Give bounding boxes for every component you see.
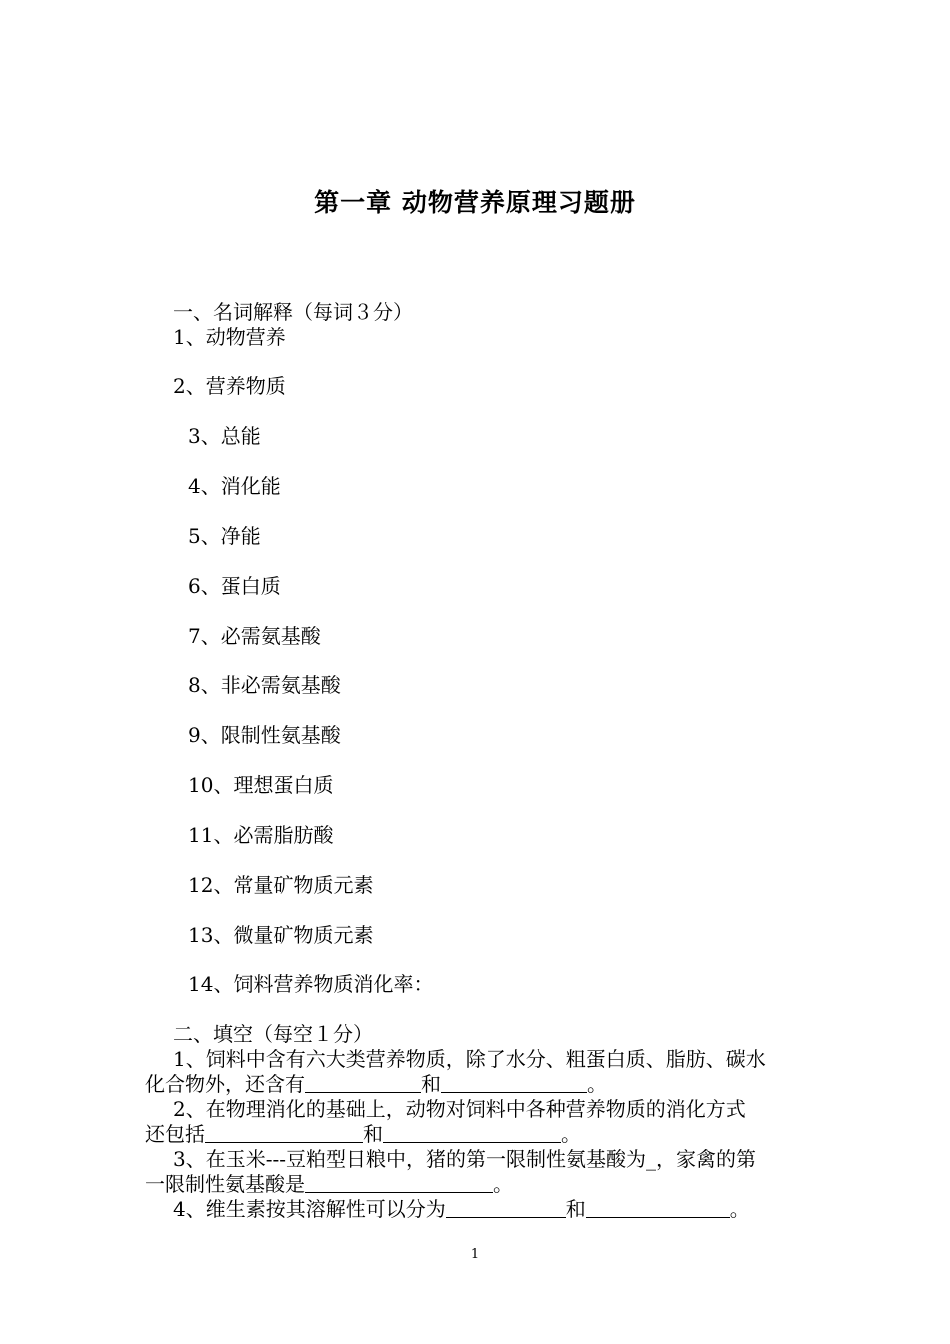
fill-q4-end: 。 [729, 1197, 750, 1221]
term-item-3: 3、总能 [188, 424, 261, 448]
term-item-12: 12、常量矿物质元素 [188, 873, 374, 897]
fill-q2-text: 还包括 [145, 1122, 205, 1146]
fill-q1-and: 和 [421, 1072, 441, 1096]
fill-q4-and: 和 [565, 1197, 586, 1221]
term-item-8: 8、非必需氨基酸 [188, 673, 341, 697]
fill-q3-blank-1[interactable] [305, 1174, 493, 1193]
term-item-11: 11、必需脂肪酸 [188, 823, 334, 847]
fill-q1-line1: 1、饲料中含有六大类营养物质，除了水分、粗蛋白质、脂肪、碳水 [173, 1047, 766, 1071]
fill-q1-end: 。 [587, 1072, 607, 1096]
fill-q1-text: 化合物外，还含有 [145, 1072, 305, 1096]
fill-q3-text: 一限制性氨基酸是 [145, 1172, 305, 1196]
term-item-10: 10、理想蛋白质 [188, 773, 334, 797]
fill-q2-blank-1[interactable] [205, 1124, 363, 1143]
term-item-1: 1、动物营养 [173, 325, 286, 349]
section1-heading: 一、名词解释（每词３分） [173, 300, 413, 324]
term-item-7: 7、必需氨基酸 [188, 624, 321, 648]
page-title: 第一章 动物营养原理习题册 [314, 188, 636, 217]
fill-q2-and: 和 [363, 1122, 383, 1146]
fill-q3-line2 [145, 1172, 513, 1196]
term-item-5: 5、净能 [188, 524, 261, 548]
fill-q2-line1: 2、在物理消化的基础上，动物对饲料中各种营养物质的消化方式 [173, 1097, 746, 1121]
term-item-13: 13、微量矿物质元素 [188, 923, 374, 947]
fill-q4-text: 4、维生素按其溶解性可以分为 [173, 1197, 446, 1221]
fill-q3-end: 。 [493, 1172, 513, 1196]
fill-q2-end: 。 [561, 1122, 581, 1146]
term-item-2: 2、营养物质 [173, 374, 286, 398]
term-item-6: 6、蛋白质 [188, 574, 281, 598]
fill-q3-line1: 3、在玉米---豆粕型日粮中，猪的第一限制性氨基酸为_，家禽的第 [173, 1147, 756, 1171]
fill-q2-blank-2[interactable] [383, 1124, 561, 1143]
page-number: 1 [470, 1247, 480, 1262]
term-item-4: 4、消化能 [188, 474, 281, 498]
fill-q1-blank-1[interactable] [305, 1074, 421, 1093]
fill-q4-line [173, 1197, 750, 1221]
term-item-9: 9、限制性氨基酸 [188, 723, 341, 747]
fill-q1-blank-2[interactable] [441, 1074, 587, 1093]
fill-q2-line2 [145, 1122, 581, 1146]
section2-heading: 二、填空（每空１分） [173, 1022, 373, 1046]
fill-q4-blank-1[interactable] [446, 1199, 566, 1218]
term-item-14: 14、饲料营养物质消化率： [188, 972, 434, 996]
fill-q4-blank-2[interactable] [586, 1199, 730, 1218]
fill-q1-line2 [145, 1072, 607, 1096]
